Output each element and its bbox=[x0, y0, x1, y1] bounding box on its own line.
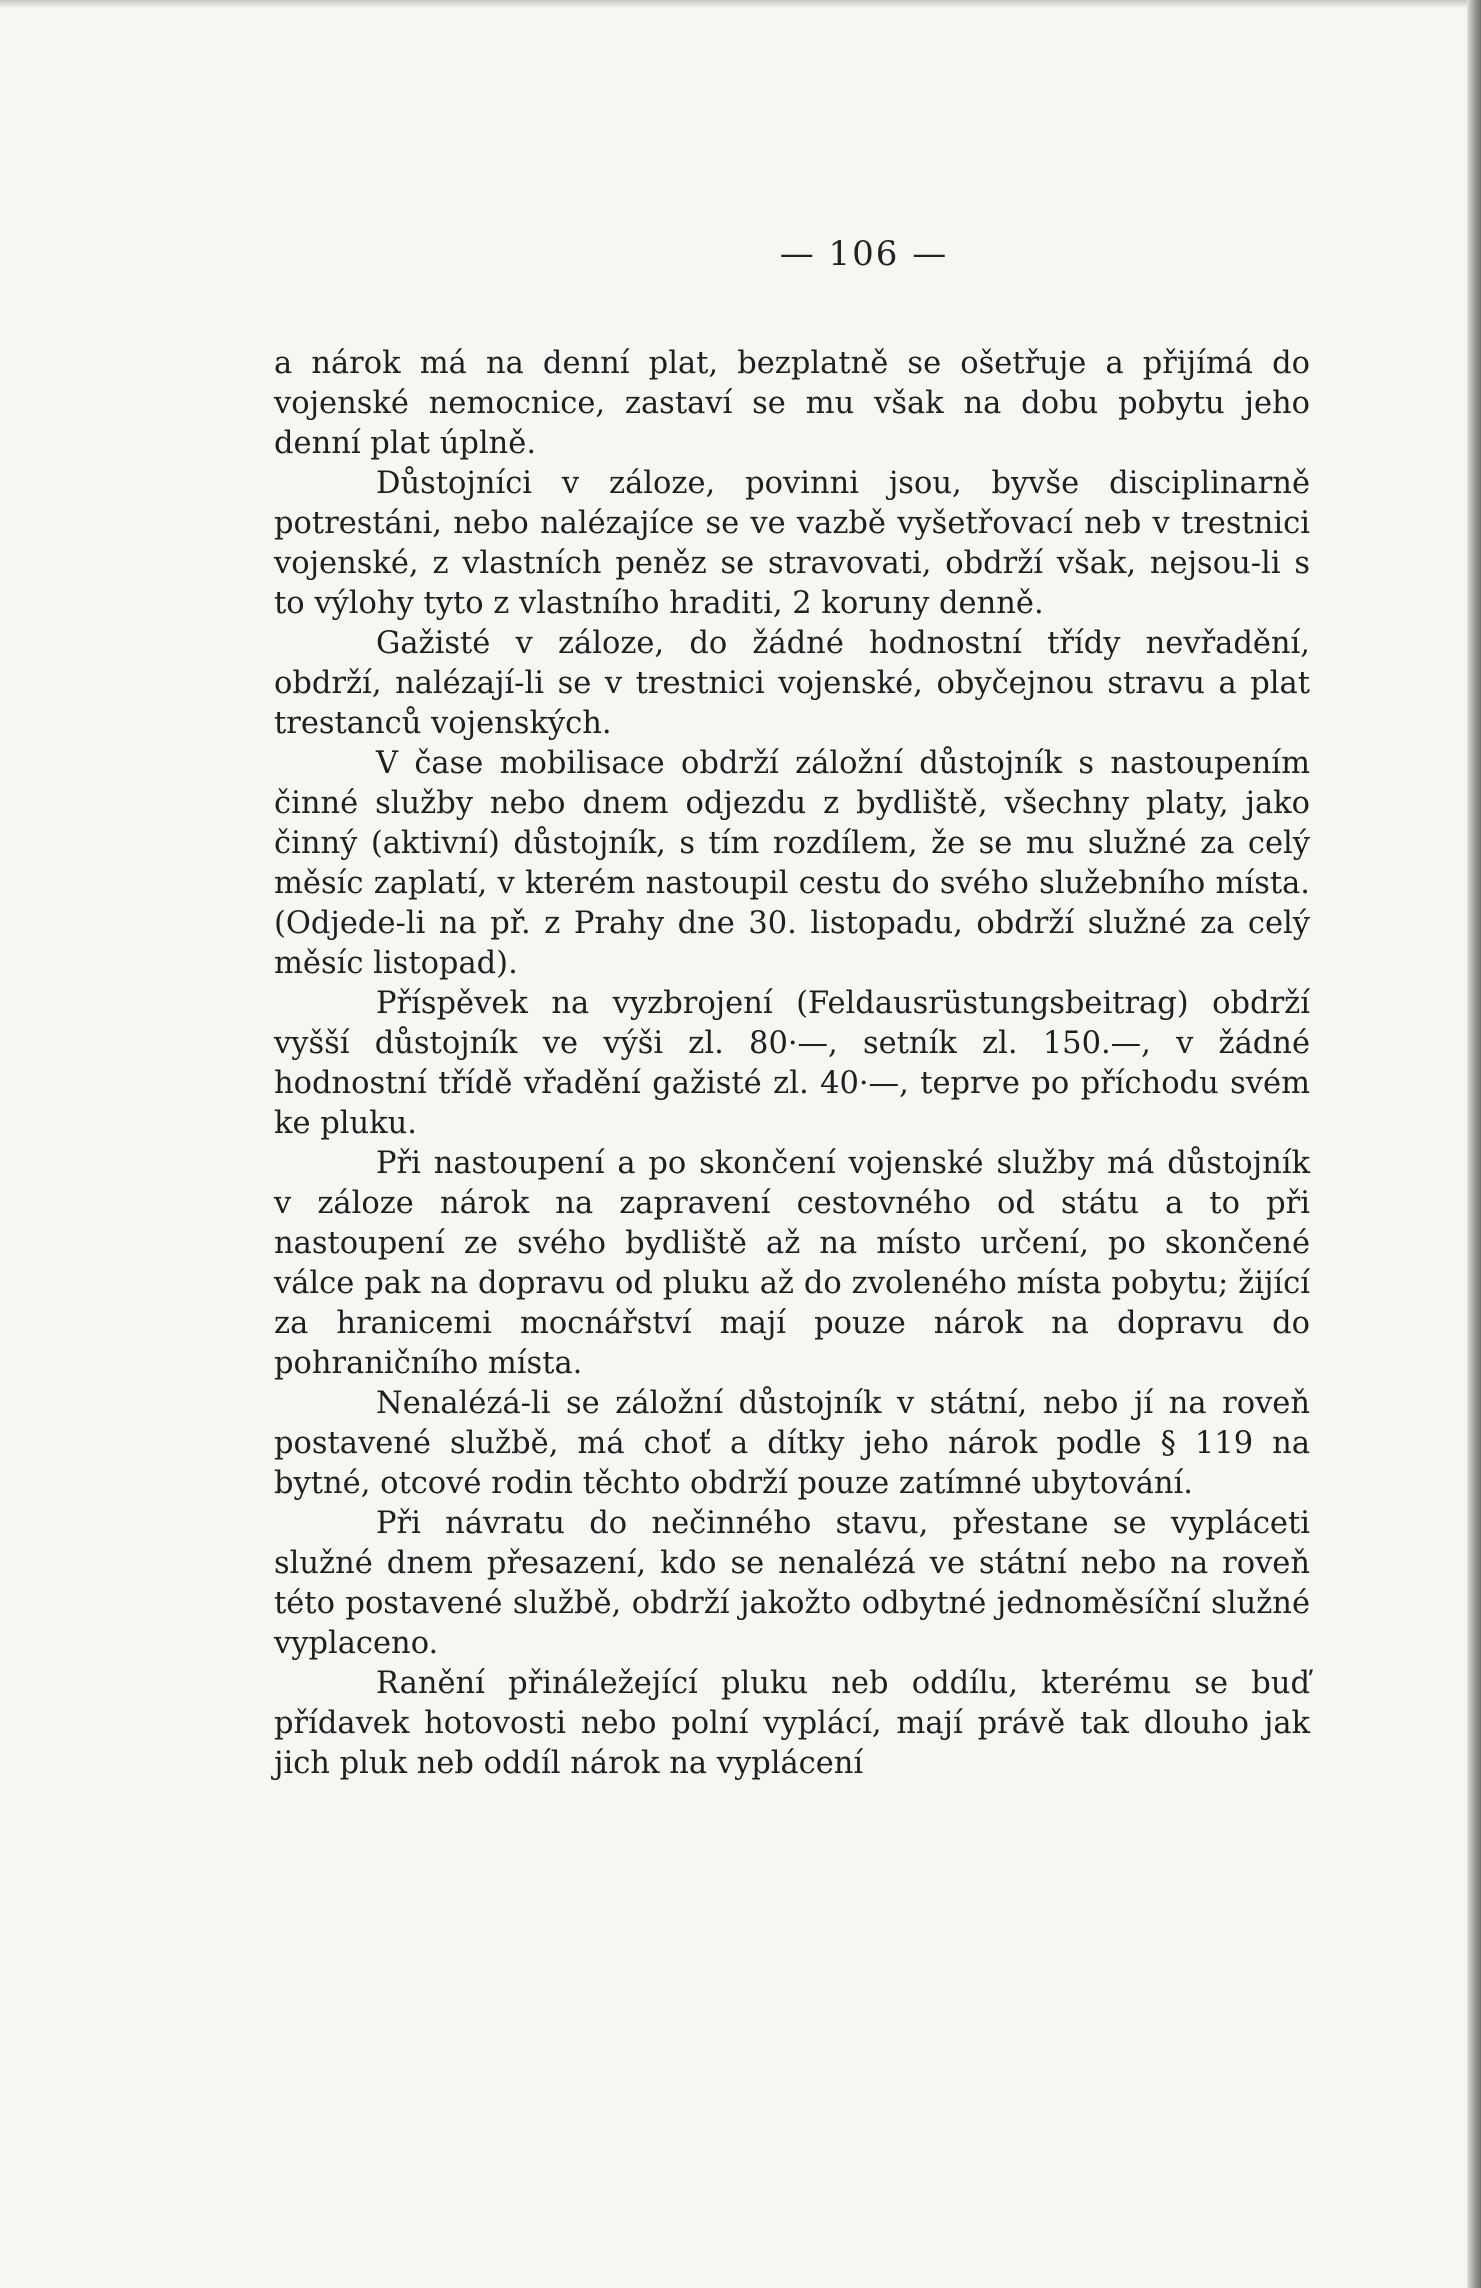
page-top-edge bbox=[0, 0, 1481, 8]
paragraph: Nenalézá-li se záložní důstojník v státní, nebo jí na roveň postavené službě, má choť a dítky jeho nárok podle § 119 na bytné, otcové rodin těchto obdrží pouze zatímné ubytování. bbox=[274, 1386, 1310, 1501]
body-text bbox=[274, 344, 1310, 1784]
page-number: — 106 — bbox=[779, 234, 949, 274]
paragraph: Ranění přináležející pluku neb oddílu, kterému se buď přídavek hotovosti nebo polní vyplácí, mají právě tak dlouho jak jich pluk neb oddíl nárok na vyplácení bbox=[274, 1666, 1310, 1781]
paragraph: Při nastoupení a po skončení vojenské služby má důstojník v záloze nárok na zapravení cestovného od státu a to při nastoupení ze svého bydliště až na místo určení, po skončené válce pak na dopravu od pluku až do zvoleného místa pobytu; žijící za hranicemi mocnářství mají pouze nárok na dopravu do pohraničního místa. bbox=[274, 1146, 1310, 1381]
paragraph: Příspěvek na vyzbrojení (Feldausrüstungsbeitrag) obdrží vyšší důstojník ve výši zl. 80·—, setník zl. 150.—, v žádné hodnostní třídě vřadění gažisté zl. 40·—, teprve po příchodu svém ke pluku. bbox=[274, 986, 1310, 1141]
paragraph: Gažisté v záloze, do žádné hodnostní třídy nevřadění, obdrží, nalézají-li se v trestnici vojenské, obyčejnou stravu a plat trestanců vojenských. bbox=[274, 626, 1310, 741]
paragraph: V čase mobilisace obdrží záložní důstojník s nastoupením činné služby nebo dnem odjezdu z bydliště, všechny platy, jako činný (aktivní) důstojník, s tím rozdílem, že se mu služné za celý měsíc zaplatí, v kterém nastoupil cestu do svého služebního místa. (Odjede-li na př. z Prahy dne 30. listopadu, obdrží služné za celý měsíc listopad). bbox=[274, 746, 1310, 981]
paragraph: Důstojníci v záloze, povinni jsou, byvše disciplinarně potrestáni, nebo nalézajíce se ve vazbě vyšetřovací neb v trestnici vojenské, z vlastních peněz se stravovati, obdrží však, nejsou-li s to výlohy tyto z vlastního hraditi, 2 koruny denně. bbox=[274, 466, 1310, 621]
paragraph: Při návratu do nečinného stavu, přestane se vypláceti služné dnem přesazení, kdo se nenalézá ve státní nebo na roveň této postavené službě, obdrží jakožto odbytné jednoměsíční služné vyplaceno. bbox=[274, 1506, 1310, 1661]
paragraph-continuation: a nárok má na denní plat, bezplatně se ošetřuje a přijímá do vojenské nemocnice, zastaví se mu však na dobu pobytu jeho denní plat úplně. bbox=[274, 346, 1310, 461]
page-right-edge bbox=[1467, 0, 1481, 2288]
